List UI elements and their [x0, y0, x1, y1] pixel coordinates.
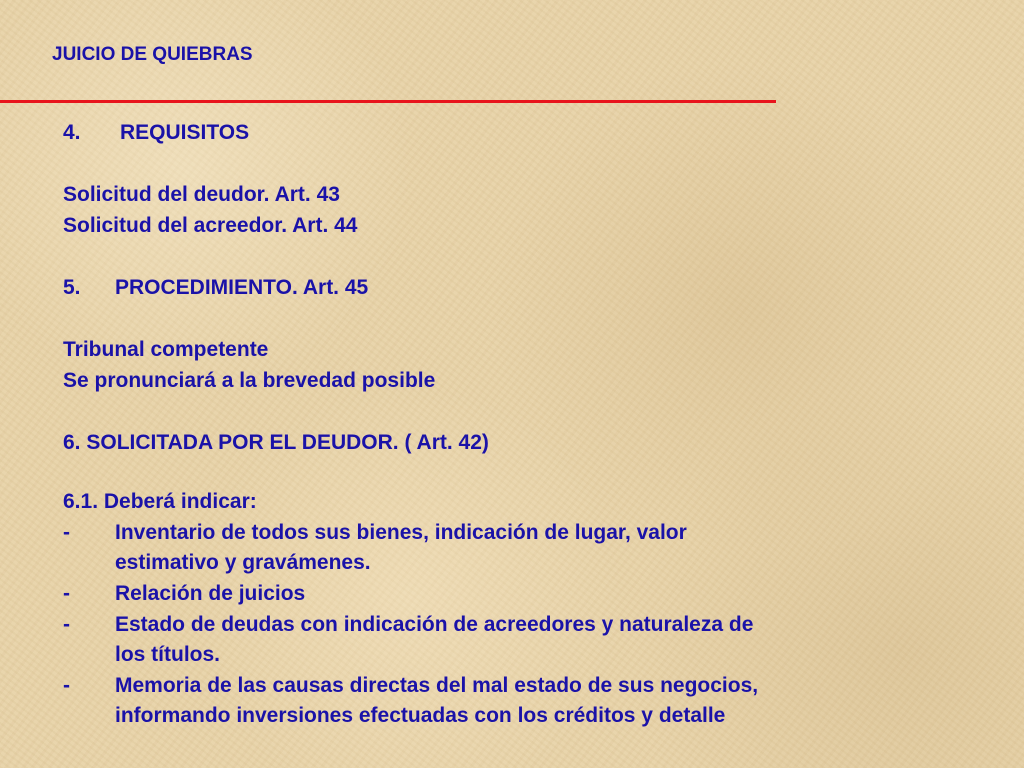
list-item-continuation: [63, 701, 963, 731]
section-4-heading: [63, 118, 963, 148]
list-item-text: Memoria de las causas directas del mal estado de sus negocios,: [115, 674, 759, 697]
text-line: Se pronunciará a la brevedad posible: [63, 369, 436, 392]
section-heading: PROCEDIMIENTO. Art. 45: [115, 276, 369, 299]
list-item: [63, 671, 963, 701]
text-line: Tribunal competente: [63, 338, 269, 361]
section-heading: REQUISITOS: [120, 121, 250, 144]
section-number: 4.: [63, 121, 81, 144]
list-item: [63, 579, 963, 609]
text-line: Solicitud del acreedor. Art. 44: [63, 214, 358, 237]
bullet-dash: -: [63, 674, 70, 697]
title-divider: [0, 100, 776, 103]
list-item: [63, 518, 963, 548]
list-item-text: los títulos.: [115, 643, 220, 666]
text-line: Solicitud del deudor. Art. 43: [63, 183, 340, 206]
list-item-text: estimativo y gravámenes.: [115, 551, 371, 574]
subsection-heading: 6.1. Deberá indicar:: [63, 490, 257, 513]
list-item-text: Inventario de todos sus bienes, indicación de lugar, valor: [115, 521, 687, 544]
list-item-text: Estado de deudas con indicación de acreedores y naturaleza de: [115, 613, 754, 636]
section-number: 5.: [63, 276, 81, 299]
list-item-text: Relación de juicios: [115, 582, 306, 605]
list-item-continuation: [63, 548, 963, 578]
list-item: [63, 610, 963, 640]
slide-title: JUICIO DE QUIEBRAS: [52, 44, 253, 65]
bullet-dash: -: [63, 521, 70, 544]
list-item-continuation: [63, 640, 963, 670]
section-5-heading: [63, 273, 963, 303]
bullet-dash: -: [63, 613, 70, 636]
bullet-dash: -: [63, 582, 70, 605]
section-6-heading: 6. SOLICITADA POR EL DEUDOR. ( Art. 42): [63, 431, 489, 454]
list-item-text: informando inversiones efectuadas con los créditos y detalle: [115, 704, 726, 727]
